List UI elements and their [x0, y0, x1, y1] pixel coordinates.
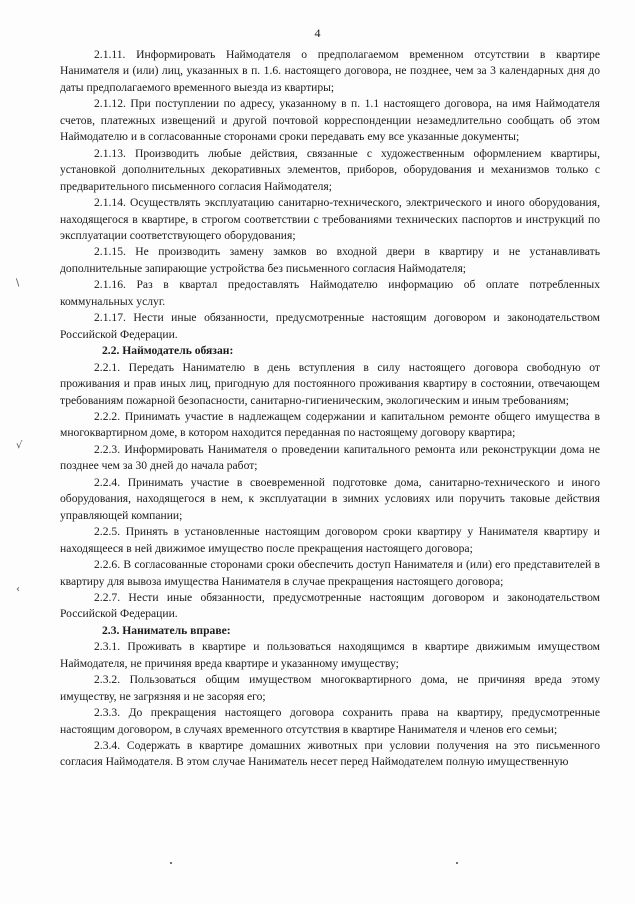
clause-2-2-1: 2.2.1. Передать Нанимателю в день вступления в силу настоящего договора свободную от проживания и прав иных лиц, пригодную для постоянного проживания квартиру в состоянии, отвечающем требованиям пожарной безопасности, санитарно-гигиеническим, экологическим и иным требованиям; — [60, 360, 600, 407]
clause-2-3-2: 2.3.2. Пользоваться общим имуществом многоквартирного дома, не причиняя вреда этому имуществу, не загрязняя и не засоряя его; — [60, 673, 600, 703]
clause-2-1-14: 2.1.14. Осуществлять эксплуатацию санитарно-технического, электрического и иного оборудования, находящегося в квартире, в строгом соответствии с требованиями технических паспортов и инструкций по эксплуатации соответствующего оборудования; — [60, 196, 600, 242]
section-heading-2-3: 2.3. Наниматель вправе: — [102, 623, 231, 637]
clause-2-1-12: 2.1.12. При поступлении по адресу, указанному в п. 1.1 настоящего договора, на имя Наймодателя счетов, платежных извещений и другой почтовой корреспонденции незамедлительно сообщать об этом Наймодателю и в согласованные сторонами сроки передавать ему все указанные документы; — [60, 97, 600, 144]
margin-scan-mark: ∖ — [14, 278, 21, 289]
scan-dust-dot — [456, 862, 458, 864]
clause-2-1-13: 2.1.13. Производить любые действия, связанные с художественным оформлением квартиры, установкой дополнительных декоративных элементов, приборов, оборудования и механизмов только с предварительного письменного согласия Наймодателя; — [60, 146, 600, 193]
margin-scan-mark: ‹ — [16, 584, 20, 595]
clause-2-2-3: 2.2.3. Информировать Нанимателя о проведении капитального ремонта или реконструкции дома не позднее чем за 30 дней до начала работ; — [60, 442, 600, 473]
clause-2-1-17: 2.1.17. Нести иные обязанности, предусмотренные настоящим договором и законодательством Российской Федерации. — [60, 311, 600, 341]
clause-2-1-15: 2.1.15. Не производить замену замков во входной двери в квартиру и не устанавливать дополнительные запирающие устройства без письменного согласия Наймодателя; — [60, 245, 600, 275]
clause-2-2-7: 2.2.7. Нести иные обязанности, предусмотренные настоящим договором и законодательством Российской Федерации. — [60, 590, 600, 621]
clause-2-3-3: 2.3.3. До прекращения настоящего договора сохранить права на квартиру, предусмотренные настоящим договором, в случаях временного отсутствия в квартире Нанимателя и членов его семьи; — [60, 706, 600, 736]
scan-dust-dot — [170, 862, 172, 864]
clause-2-3-1: 2.3.1. Проживать в квартире и пользоваться находящимся в квартире движимым имуществом Наймодателя, не причиняя вреда квартире и указанному имуществу; — [60, 640, 600, 670]
clause-2-2-6: 2.2.6. В согласованные сторонами сроки обеспечить доступ Нанимателя и (или) его представителей в квартиру для вывоза имущества Нанимателя в случае прекращения настоящего договора; — [60, 558, 600, 588]
section-heading-2-2: 2.2. Наймодатель обязан: — [102, 344, 234, 358]
clause-2-2-2: 2.2.2. Принимать участие в надлежащем содержании и капитальном ремонте общего имущества в многоквартирном доме, в котором находится переданная по настоящему договору квартира; — [60, 409, 600, 440]
clause-2-1-16: 2.1.16. Раз в квартал предоставлять Наймодателю информацию об оплате потребленных коммунальных услуг. — [60, 278, 600, 308]
margin-scan-mark: √ — [16, 440, 23, 451]
clause-2-2-5: 2.2.5. Принять в установленные настоящим договором сроки квартиру у Нанимателя квартиру и находящееся в ней движимое имущество после прекращения настоящего договора; — [60, 525, 600, 555]
page-number: 4 — [314, 26, 321, 40]
document-body — [60, 47, 600, 771]
clause-2-3-4: 2.3.4. Содержать в квартире домашних животных при условии получения на это письменного согласия Наймодателя. В этом случае Наниматель несет перед Наймодателем полную имущественную — [60, 739, 600, 769]
clause-2-1-11: 2.1.11. Информировать Наймодателя о предполагаемом временном отсутствии в квартире Нанимателя и (или) лиц, указанных в п. 1.6. настоящего договора, не позднее, чем за 3 календарных дня до даты предполагаемого временного выезда из квартиры; — [60, 48, 600, 94]
clause-2-2-4: 2.2.4. Принимать участие в своевременной подготовке дома, санитарно-технического и иного оборудования, находящегося в нем, к эксплуатации в зимних условиях или поручить таковые действия управляющей компании; — [60, 475, 600, 522]
